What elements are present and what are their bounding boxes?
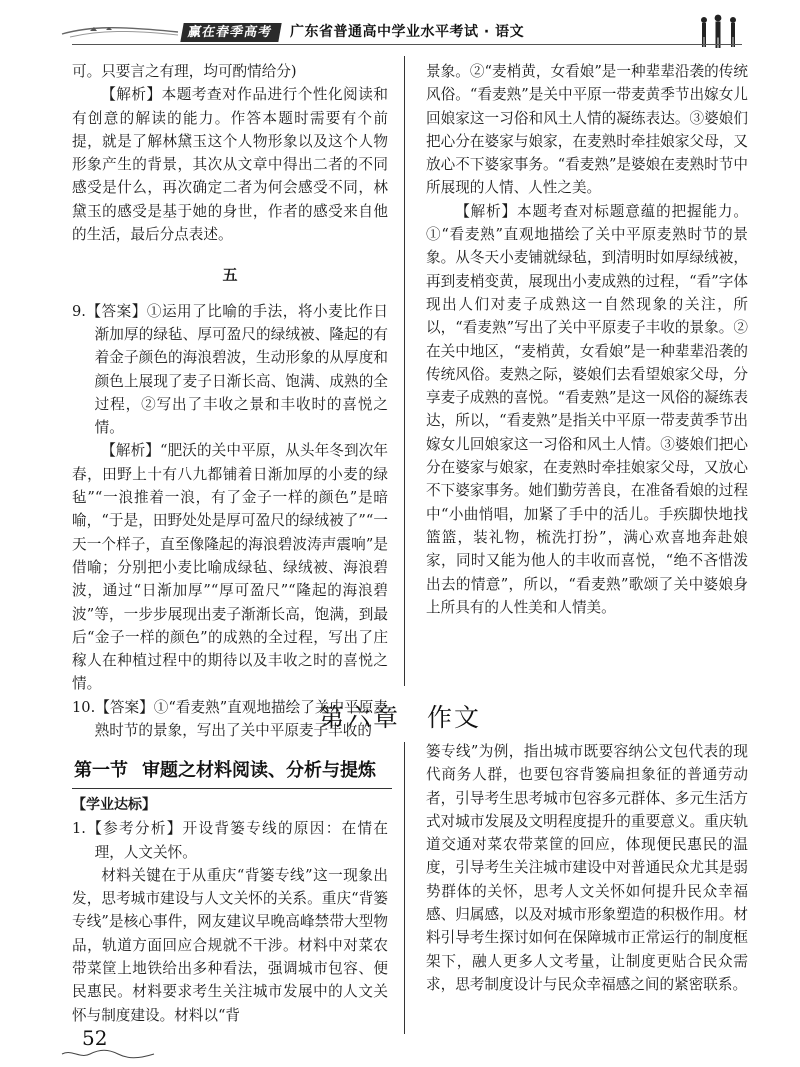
essay-column-left [72,794,388,1027]
answer-column-right [426,60,748,619]
header-rule [72,44,742,45]
book-title: 广东省普通高中学业水平考试 · 语文 [290,24,525,40]
material-analysis-continued: 篓专线”为例，指出城市既要容纳公文包代表的现代商务人群，也要包容背篓扁担象征的普通劳动者，引导考生思考城市包容多元群体、多元生活方式对城市发展及文明程度提升的重要意义。重庆轨道交通对菜农带菜筐的回应，体现便民惠民的温度，引导考生关注城市建设中对普通民众尤其是弱势群体的关怀，思考人文关怀如何提升民众幸福感、归属感，以及对城市形象塑造的积极作用。材料引导考生探讨如何在保障城市正常运行的制度框架下，融人更多人文考量，让制度更贴合民众需求，思考制度设计与民众幸福感之间的紧密联系。 [426,743,748,993]
section-rule [72,788,392,789]
chapter-title: 第六章 作文 [318,703,481,732]
analysis-paragraph: 【解析】本题考查对作品进行个性化阅读和有创意的解读的能力。作答本题时需要有个前提，就是了解林黛玉这个人物形象以及这个人物形象产生的背景，其次从文章中得出二者的不同感受是什么，再次确定二者为何会感受不同，林黛玉的感受是基于她的身世，作者的感受来自他的生活，最后分点表述。 [72,86,388,244]
q9-answer: 9.【答案】①运用了比喻的手法，将小麦比作日渐加厚的绿毡、厚可盈尺的绿绒被、隆起的有着金子颜色的海浪碧波，生动形象的从厚度和颜色上展现了麦子日渐长高、饱满、成熟的全过程，②写出了丰收之景和丰收时的喜悦之情。 [72,302,388,437]
column-divider-bottom [404,742,405,1034]
column-divider-top [404,56,405,686]
q9-analysis: 【解析】“肥沃的关中平原，从头年冬到次年春，田野上十有八九都铺着日渐加厚的小麦的绿毡”“一浪推着一浪，有了金子一样的颜色”是暗喻，“于是，田野处处是厚可盈尺的绿绒被了”“一天一个样子，直至像隆起的海浪碧波涛声震响”是借喻；分别把小麦比喻成绿毡、绿绒被、海浪碧波，通过“日渐加厚”“厚可盈尺”“隆起的海浪碧波”等，一步步展现出麦子渐渐长高，饱满，到最后“金子一样的颜色”的成熟的全过程，写出了庄稼人在种植过程中的期待以及丰收之时的喜悦之情。 [72,442,388,693]
q10-analysis: 【解析】本题考查对标题意蕴的把握能力。①“看麦熟”直观地描绘了关中平原麦熟时节的景象。从冬天小麦铺就绿毡，到清明时如厚绿绒被，再到麦梢变黄，展现出小麦成熟的过程，“看”字体现出人们对麦子成熟这一自然现象的关注，所以，“看麦熟”写出了关中平原麦子丰收的景象。②在关中地区，“麦梢黄，女看娘”是一种辈辈沿袭的传统风俗。麦熟之际，婆娘们去看望娘家父母，分享麦子成熟的喜悦。“看麦熟”是这一风俗的凝练表达，所以，“看麦熟”是指关中平原一带麦黄季节出嫁女儿回娘家这一习俗和风土人情。③婆娘们把心分在婆家与娘家，在麦熟时牵挂娘家父母，又放心不下婆家事务。她们勤劳善良，在准备看娘的过程中“小曲悄唱，加紧了手中的活儿。手疾脚快地找篮篮，装礼物，梳洗打扮”，满心欢喜地奔赴娘家，同时又能为他人的丰收而喜悦，“绝不吝惜泼出去的情意”，所以，“看麦熟”歌颂了关中婆娘身上所具有的人性美和人情美。 [426,202,748,616]
q10-answer-continued: 景象。②“麦梢黄，女看娘”是一种辈辈沿袭的传统风俗。“看麦熟”是关中平原一带麦黄季节出嫁女儿回娘家这一习俗和风土人情的凝练表达。③婆娘们把心分在婆家与娘家，在麦熟时牵挂娘家父母，又放心不下婆家事务。“看麦熟”是婆娘在麦熟时节中所展现的人情、人性之美。 [426,63,748,197]
footer-flourish-icon [60,1048,156,1060]
brand-badge: 赢在春季高考 [180,23,281,42]
material-analysis-paragraph: 材料关键在于从重庆“背篓专线”这一现象出发，思考城市建设与人文关怀的关系。重庆“背篓专线”是核心事件，网友建议早晚高峰禁带大型物品，轨道方面回应合规就不干涉。材料中对菜农带菜筐上地铁给出多种看法，强调城市包容、便民惠民。材料要求考生关注城市发展中的人文关怀与制度建设。材料以“背 [72,866,388,1024]
subsection-heading: 【学业达标】 [72,797,156,813]
page-number: 52 [82,1026,108,1050]
section-title [74,758,394,784]
answer-column-left [72,60,388,742]
section-number: 第一节 [74,760,128,781]
essay-column-right [426,740,748,996]
section-name: 审题之材料阅读、分析与提炼 [142,760,376,781]
section-heading-five: 五 [222,266,238,285]
reference-analysis-item: 1.【参考分析】开设背篓专线的原因：在情在理，人文关怀。 [72,820,388,861]
q10-answer: 10.【答案】①“看麦熟”直观地描绘了关中平原麦熟时节的景象，写出了关中平原麦子丰收的 [72,698,388,740]
continuation-text: 可。只要言之有理，均可酌情给分) [72,63,297,80]
swoosh-logo-icon [60,24,180,40]
